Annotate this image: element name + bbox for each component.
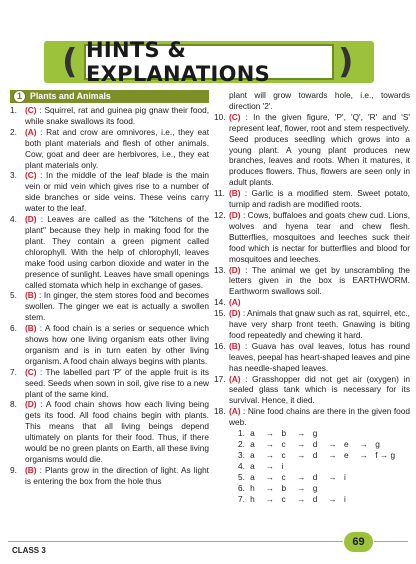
answer-text-block (229, 265, 410, 298)
food-chain-row (214, 461, 410, 472)
chain-token: g (312, 482, 318, 493)
chain-token (328, 428, 344, 439)
left-column (10, 90, 209, 487)
answer-option: (C) (25, 170, 37, 181)
explanation-text: : Rat and crow are omnivores, i.e., they eat both plant materials and flesh of other animals. Cow, goat and deer are herbivores, i.e., they eat plant materials only. (25, 126, 209, 170)
chain-token (375, 428, 410, 439)
chain-number: 4. (238, 460, 245, 471)
food-chain-row (214, 428, 410, 439)
explanation-text: : Cows, buffaloes and goats chew cud. Lions, wolves and hyena tear and chew flesh. Butterflies, mosquitoes and leeches suck their food which is nectar for butterflies and blood for mosquitoes and leeches. (229, 209, 410, 264)
chain-token: g (312, 428, 318, 439)
answer-item (10, 323, 209, 367)
chain-token: f → g (375, 449, 396, 460)
chain-number: 6. (238, 482, 245, 493)
chain-token: → (297, 428, 306, 439)
right-column (214, 90, 410, 504)
answer-item (10, 170, 209, 214)
answer-text-block (25, 290, 209, 323)
chain-token (360, 428, 376, 439)
chain-token: → (265, 471, 275, 482)
chain-token: → (265, 439, 275, 449)
question-number: 14. (214, 297, 226, 308)
food-chain-row (214, 439, 410, 450)
chain-token (344, 428, 360, 439)
chain-token (360, 472, 376, 483)
chain-token (375, 494, 410, 505)
chain-token: a (250, 449, 255, 460)
chain-token: c (281, 493, 286, 504)
chain-number: 5. (238, 471, 245, 482)
answer-text-block (25, 465, 209, 487)
chain-token: → (328, 449, 337, 460)
question-number: 3. (10, 170, 17, 181)
chain-token: d (312, 493, 318, 504)
explanation-text: : A food chain is a series or sequence which shows how one living organism eats other living organism and is in turn eaten by other living organism. A food chain always begins with plants. (25, 323, 209, 366)
answer-option: (A) (229, 373, 241, 384)
answer-option: (C) (25, 105, 37, 115)
answer-item (214, 308, 410, 341)
explanation-text: : The labelled part 'P' of the apple fruit is its seed. Seeds when sown in soil, give rise to a new plant of the same kind. (25, 366, 209, 399)
answer-text-block (25, 170, 209, 214)
answer-item (10, 399, 209, 464)
answer-option: (A) (229, 406, 241, 417)
page-number: 69 (344, 532, 373, 552)
answer-text-block (25, 214, 209, 290)
chain-number: 1. (238, 428, 245, 439)
answer-option: (D) (229, 308, 241, 319)
explanation-text: : In the given figure, 'P', 'Q', 'R' and 'S' represent leaf, flower, root and stem respectively. Seed produces seedling which grows into a young plant. A young plant produces new branches, leaves and roots. When it matures, it produces flowers. Thus, flowers are seen only in adult plants. (229, 111, 410, 188)
chain-token: e (344, 439, 349, 449)
chain-token (360, 483, 376, 494)
explanation-text: : Animals that gnaw such as rat, squirrel, etc., have very sharp front teeth. Gnawing is biting food repeatedly and chewing it hard. (229, 308, 410, 340)
left-answer-list (10, 105, 209, 487)
chain-token (344, 483, 360, 494)
answer-text-block (25, 367, 209, 400)
chain-token: d (312, 449, 318, 460)
chain-token: i (344, 471, 346, 482)
chain-token: b (281, 482, 287, 493)
answer-item (214, 297, 410, 308)
question-number: 10. (214, 111, 226, 122)
chain-token: e (344, 449, 349, 460)
question-number: 15. (214, 308, 226, 319)
answer-option: (B) (229, 340, 241, 351)
right-answer-list (214, 112, 410, 428)
food-chain-list (214, 428, 410, 504)
food-chain-row (214, 483, 410, 494)
chain-token (344, 461, 360, 472)
answer-item (214, 112, 410, 188)
question-number: 17. (214, 373, 226, 384)
answer-option: (C) (25, 366, 37, 377)
chain-token (328, 483, 344, 494)
chain-token: → (297, 449, 306, 460)
answer-item (214, 406, 410, 428)
answer-item (214, 210, 410, 265)
answer-text-block (25, 323, 209, 367)
chain-token (360, 461, 376, 472)
answer-option: (C) (229, 111, 241, 122)
chain-token: → (328, 471, 337, 482)
chain-token: → (359, 439, 368, 449)
chain-token (360, 494, 376, 505)
answer-item (214, 265, 410, 298)
question-number: 1. (10, 105, 17, 115)
answer-option: (D) (229, 264, 241, 275)
answer-text-block (25, 399, 209, 464)
answer-item (214, 188, 410, 210)
question-number: 18. (214, 406, 226, 417)
chain-token: → (297, 471, 306, 482)
chain-token: i (344, 493, 346, 504)
chain-token: d (312, 439, 318, 449)
answer-option: (B) (229, 188, 241, 199)
section-title: Plants and Animals (30, 91, 111, 102)
footer-rule-right (374, 541, 408, 542)
chain-number: 3. (238, 449, 245, 460)
answer-option: (D) (25, 399, 37, 410)
explanation-text: : Plants grow in the direction of light. As light is entering the box from the hole thus (25, 464, 209, 486)
explanation-text: : In ginger, the stem stores food and becomes swollen. The ginger we eat is actually a swollen stem. (25, 290, 209, 323)
explanation-text: : A food chain shows how each living being gets its food. All food chains begin with plants. This means that all living beings depend ultimately on plants for their food. Thus, if there would be no green plants on Earth, all these living organisms would die. (25, 399, 209, 464)
chain-token (297, 461, 313, 472)
answer-item (10, 465, 209, 487)
answer-text-block (229, 297, 410, 308)
continued-text: plant will grow towards hole, i.e., towards direction '2'. (229, 90, 410, 111)
page-title-box (84, 38, 334, 86)
answer-item (10, 127, 209, 171)
chain-token (375, 472, 410, 483)
food-chain-row (214, 472, 410, 483)
question-number: 16. (214, 340, 226, 351)
chain-token: → (297, 493, 306, 504)
footer-rule (8, 541, 343, 542)
chain-number: 2. (238, 439, 245, 449)
answer-option: (A) (229, 297, 241, 308)
page-title: HINTS & EXPLANATIONS (86, 38, 271, 86)
class-label: CLASS 3 (12, 546, 46, 555)
chain-token: a (250, 460, 255, 471)
question-number: 9. (10, 464, 17, 475)
question-number: 11. (214, 188, 225, 199)
chain-token: → (297, 482, 306, 493)
answer-item (10, 105, 209, 127)
food-chain-row (214, 450, 410, 461)
chain-token: → (265, 449, 275, 460)
chain-token: → (265, 428, 275, 439)
answer-item (10, 367, 209, 400)
header-left-paren: ( (62, 42, 78, 82)
food-chain-row (214, 494, 410, 505)
chain-token: g (375, 439, 380, 449)
answer-text-block (229, 341, 410, 374)
answer-text-block (25, 127, 209, 171)
explanation-text: : Squirrel, rat and guinea pig gnaw their food, while snake swallows its food. (25, 105, 209, 126)
question-number: 7. (10, 366, 17, 377)
explanation-text: : Grasshopper did not get air (oxygen) in sealed glass tank which is necessary for its survival. Hence, it died. (229, 373, 410, 406)
section-header (10, 90, 209, 103)
chain-token (375, 483, 410, 494)
answer-option: (B) (25, 323, 37, 334)
explanation-text: : Leaves are called as the "kitchens of the plant" because they help in making food for the plant. They contain a green pigment called chlorophyll. With the help of chlorophyll, leaves make food using carbon dioxide and water in the presence of sunlight. Leaves have small openings called stomata which help in exchange of gases. (25, 214, 209, 290)
answer-option: (A) (25, 126, 37, 137)
chain-token: b (281, 428, 287, 439)
answer-item (10, 290, 209, 323)
chain-token: c (281, 439, 286, 449)
question-number: 12. (214, 209, 226, 220)
question-number: 5. (10, 290, 17, 301)
answer-text-block (229, 112, 410, 188)
question-number: 4. (10, 214, 17, 225)
chain-token: c (281, 471, 286, 482)
question-number: 6. (10, 323, 17, 334)
answer-text-block (229, 210, 410, 265)
chain-token: → (359, 449, 368, 460)
chain-token: a (250, 439, 255, 449)
explanation-text: : Nine food chains are there in the given food web. (229, 406, 410, 428)
chain-token: → (265, 482, 275, 493)
explanation-text: : The animal we get by unscrambling the letters given in the box is EARTHWORM. Earthworm swallows soil. (229, 264, 410, 297)
answer-text-block (229, 188, 410, 210)
chain-token: d (312, 471, 318, 482)
chain-token: h (250, 493, 255, 504)
explanation-text: : Garlic is a modified stem. Sweet potato, turnip and radish are modified roots. (229, 188, 410, 210)
chain-token: a (250, 428, 255, 439)
chain-token (313, 461, 329, 472)
chain-token: → (265, 460, 275, 471)
question-number: 13. (214, 264, 226, 275)
answer-text-block (25, 105, 209, 127)
chain-token: a (250, 471, 255, 482)
chain-token: → (328, 439, 337, 449)
answer-text-block (229, 308, 410, 341)
question-number: 2. (10, 126, 17, 137)
chain-token: → (265, 493, 275, 504)
answer-text-block (229, 374, 410, 407)
answer-item (10, 214, 209, 290)
question-number: 8. (10, 399, 17, 410)
header-right-paren: ) (338, 42, 354, 82)
answer-option: (B) (25, 464, 37, 475)
chain-number: 7. (238, 493, 245, 504)
chain-token: → (297, 439, 306, 449)
answer-option: (B) (25, 290, 37, 301)
chain-token: c (281, 449, 286, 460)
chain-token: h (250, 482, 255, 493)
explanation-text: : In the middle of the leaf blade is the main vein or mid vein which gives rise to a number of side branches or side veins. These veins carry water to the leaf. (25, 170, 209, 214)
answer-item (214, 341, 410, 374)
answer-option: (D) (229, 209, 241, 220)
answer-option: (D) (25, 214, 37, 225)
answer-text-block (229, 406, 410, 428)
section-number: 1 (13, 90, 26, 103)
chain-token: i (281, 460, 284, 471)
chain-token (375, 461, 410, 472)
chain-token (328, 461, 344, 472)
answer-item (214, 374, 410, 407)
explanation-text: : Guava has oval leaves, lotus has round leaves, peepal has heart-shaped leaves and pine has needle-shaped leaves. (229, 340, 410, 373)
chain-token: → (328, 493, 337, 504)
